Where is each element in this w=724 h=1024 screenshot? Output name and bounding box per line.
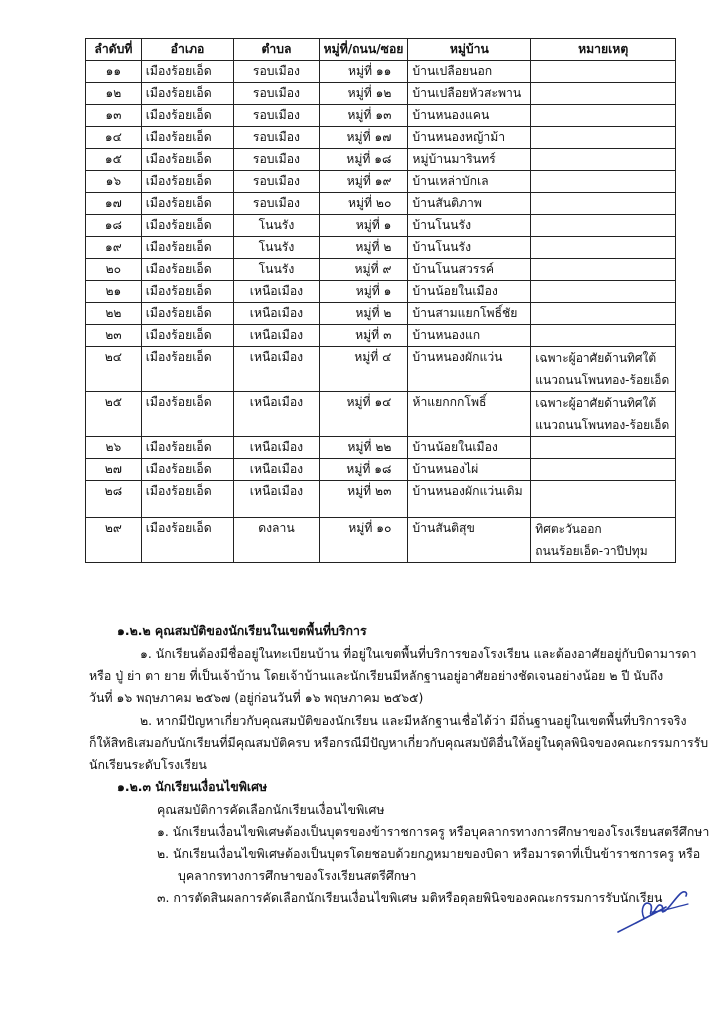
- row-district: เมืองร้อยเอ็ด: [141, 105, 234, 127]
- row-moo: หมู่ที่ ๑๗: [319, 127, 408, 149]
- row-note: [531, 237, 676, 259]
- row-note-line2: แนวถนนโพนทอง-ร้อยเอ็ด: [535, 373, 670, 387]
- row-no: ๒๐: [86, 259, 142, 281]
- table-row: [86, 83, 676, 105]
- table-header-row: [86, 39, 676, 61]
- row-district: เมืองร้อยเอ็ด: [141, 303, 234, 325]
- row-no: ๑๔: [86, 127, 142, 149]
- row-village: บ้านสันติสุข: [408, 518, 531, 563]
- table-row: [86, 61, 676, 83]
- row-district: เมืองร้อยเอ็ด: [141, 392, 234, 437]
- section-122-p2-line3: นักเรียนระดับโรงเรียน: [89, 757, 207, 772]
- section-122-p2-line2: ก็ให้สิทธิเสมอกับนักเรียนที่มีคุณสมบัติครบ หรือกรณีมีปัญหาเกี่ยวกับคุณสมบัติอื่นให้อยู่ในดุลพินิจของคณะกรรมการรับ: [89, 735, 709, 750]
- row-village: บ้านน้อยในเมือง: [408, 437, 531, 459]
- row-subdistrict: เหนือเมือง: [234, 325, 319, 347]
- row-village: บ้านหนองแคน: [408, 105, 531, 127]
- row-no: ๒๔: [86, 347, 142, 392]
- row-district: เมืองร้อยเอ็ด: [141, 518, 234, 563]
- row-subdistrict: โนนรัง: [234, 259, 319, 281]
- section-122-p1-line1: ๑. นักเรียนต้องมีชื่ออยู่ในทะเบียนบ้าน ที่อยู่ในเขตพื้นที่บริการของโรงเรียน และต้องอาศัยอยู่กับบิดามารดา: [140, 646, 697, 661]
- row-village: บ้านโนนรัง: [408, 215, 531, 237]
- row-subdistrict: เหนือเมือง: [234, 481, 319, 518]
- row-village: บ้านเปลือยหัวสะพาน: [408, 83, 531, 105]
- row-no: ๒๑: [86, 281, 142, 303]
- row-no: ๒๕: [86, 392, 142, 437]
- row-no: ๒๓: [86, 325, 142, 347]
- row-note: [531, 303, 676, 325]
- row-village: บ้านโนนรัง: [408, 237, 531, 259]
- row-note: [531, 325, 676, 347]
- row-district: เมืองร้อยเอ็ด: [141, 61, 234, 83]
- row-no: ๑๓: [86, 105, 142, 127]
- row-no: ๒๙: [86, 518, 142, 563]
- row-village: บ้านหนองหญ้าม้า: [408, 127, 531, 149]
- section-122-p1-line3: วันที่ ๑๖ พฤษภาคม ๒๕๖๗ (อยู่ก่อนวันที่ ๑๖ พฤษภาคม ๒๕๖๕): [89, 690, 424, 705]
- row-district: เมืองร้อยเอ็ด: [141, 281, 234, 303]
- row-subdistrict: เหนือเมือง: [234, 347, 319, 392]
- section-123-item3: ๓. การตัดสินผลการคัดเลือกนักเรียนเงื่อนไขพิเศษ มติหรือดุลยพินิจของคณะกรรมการรับนักเรียน: [157, 890, 663, 905]
- row-subdistrict: รอบเมือง: [234, 105, 319, 127]
- row-note: [531, 437, 676, 459]
- header-district: อำเภอ: [141, 39, 234, 61]
- row-moo: หมู่ที่ ๒๒: [319, 437, 408, 459]
- row-village: บ้านหนองไผ่: [408, 459, 531, 481]
- table-row: [86, 105, 676, 127]
- row-district: เมืองร้อยเอ็ด: [141, 459, 234, 481]
- table-row: [86, 259, 676, 281]
- section-122-p1-line2: หรือ ปู่ ย่า ตา ยาย ที่เป็นเจ้าบ้าน โดยเจ้าบ้านและนักเรียนมีหลักฐานอยู่อาศัยอย่างชัดเจนอย่างน้อย ๒ ปี นับถึง: [89, 668, 664, 683]
- row-district: เมืองร้อยเอ็ด: [141, 237, 234, 259]
- row-village: บ้านหนองผักแว่น: [408, 347, 531, 392]
- row-village: บ้านสามแยกโพธิ์ชัย: [408, 303, 531, 325]
- row-village: บ้านหนองแก: [408, 325, 531, 347]
- row-village: บ้านเปลือยนอก: [408, 61, 531, 83]
- row-subdistrict: รอบเมือง: [234, 127, 319, 149]
- row-subdistrict: เหนือเมือง: [234, 392, 319, 437]
- table-row: [86, 518, 676, 563]
- row-moo: หมู่ที่ ๒: [319, 303, 408, 325]
- table-row: [86, 149, 676, 171]
- row-no: ๒๘: [86, 481, 142, 518]
- row-subdistrict: เหนือเมือง: [234, 281, 319, 303]
- table-row: [86, 325, 676, 347]
- row-village: บ้านเหล่าบักเล: [408, 171, 531, 193]
- row-note-line1: เฉพาะผู้อาศัยด้านทิศใต้: [535, 351, 657, 365]
- row-no: ๒๗: [86, 459, 142, 481]
- row-note: [531, 105, 676, 127]
- section-123-item2-line2: บุคลากรทางการศึกษาของโรงเรียนสตรีศึกษา: [178, 868, 417, 883]
- row-village: บ้านน้อยในเมือง: [408, 281, 531, 303]
- row-note: [531, 215, 676, 237]
- service-area-table: [85, 38, 676, 563]
- row-note: [531, 61, 676, 83]
- row-subdistrict: รอบเมือง: [234, 61, 319, 83]
- row-village: หมู่บ้านมารินทร์: [408, 149, 531, 171]
- row-subdistrict: เหนือเมือง: [234, 459, 319, 481]
- handwritten-signature: [614, 880, 692, 940]
- row-note: [531, 347, 676, 392]
- row-note-line1: เฉพาะผู้อาศัยด้านทิศใต้: [535, 396, 657, 410]
- row-no: ๒๖: [86, 437, 142, 459]
- row-moo: หมู่ที่ ๑๘: [319, 459, 408, 481]
- row-no: ๑๖: [86, 171, 142, 193]
- row-village: บ้านสันติภาพ: [408, 193, 531, 215]
- row-moo: หมู่ที่ ๑๐: [319, 518, 408, 563]
- table-row: [86, 392, 676, 437]
- row-district: เมืองร้อยเอ็ด: [141, 215, 234, 237]
- row-no: ๑๙: [86, 237, 142, 259]
- row-subdistrict: เหนือเมือง: [234, 437, 319, 459]
- row-note: [531, 459, 676, 481]
- section-123-item1: ๑. นักเรียนเงื่อนไขพิเศษต้องเป็นบุตรของข้าราชการครู หรือบุคลากรทางการศึกษาของโรงเรียนสตรีศึกษา: [157, 824, 710, 839]
- row-moo: หมู่ที่ ๒๐: [319, 193, 408, 215]
- row-note: [531, 281, 676, 303]
- table-row: [86, 281, 676, 303]
- row-moo: หมู่ที่ ๓: [319, 325, 408, 347]
- header-village: หมู่บ้าน: [408, 39, 531, 61]
- row-district: เมืองร้อยเอ็ด: [141, 481, 234, 518]
- row-moo: หมู่ที่ ๔: [319, 347, 408, 392]
- section-122-p2-line1: ๒. หากมีปัญหาเกี่ยวกับคุณสมบัติของนักเรียน และมีหลักฐานเชื่อได้ว่า มีถิ่นฐานอยู่ในเขตพื้นที่บริการจริง: [140, 713, 687, 728]
- row-district: เมืองร้อยเอ็ด: [141, 193, 234, 215]
- row-moo: หมู่ที่ ๒๓: [319, 481, 408, 518]
- row-moo: หมู่ที่ ๙: [319, 259, 408, 281]
- row-subdistrict: รอบเมือง: [234, 149, 319, 171]
- table-row: [86, 437, 676, 459]
- row-note: [531, 193, 676, 215]
- row-subdistrict: รอบเมือง: [234, 193, 319, 215]
- row-village: บ้านหนองผักแว่นเดิม: [408, 481, 531, 518]
- row-subdistrict: รอบเมือง: [234, 83, 319, 105]
- row-district: เมืองร้อยเอ็ด: [141, 325, 234, 347]
- section-123-subheading: คุณสมบัติการคัดเลือกนักเรียนเงื่อนไขพิเศษ: [157, 802, 385, 817]
- row-note: [531, 392, 676, 437]
- row-moo: หมู่ที่ ๑: [319, 281, 408, 303]
- table-row: [86, 215, 676, 237]
- section-123-heading: ๑.๒.๓ นักเรียนเงื่อนไขพิเศษ: [117, 779, 268, 794]
- row-moo: หมู่ที่ ๑: [319, 215, 408, 237]
- row-note-line2: แนวถนนโพนทอง-ร้อยเอ็ด: [535, 418, 670, 432]
- section-122-heading: ๑.๒.๒ คุณสมบัติของนักเรียนในเขตพื้นที่บริการ: [117, 623, 367, 638]
- row-note: [531, 149, 676, 171]
- table-row: [86, 303, 676, 325]
- row-subdistrict: โนนรัง: [234, 215, 319, 237]
- row-moo: หมู่ที่ ๑๙: [319, 171, 408, 193]
- row-moo: หมู่ที่ ๑๘: [319, 149, 408, 171]
- row-note: [531, 481, 676, 518]
- section-123-item2-line1: ๒. นักเรียนเงื่อนไขพิเศษต้องเป็นบุตรโดยชอบด้วยกฎหมายของบิดา หรือมารดาที่เป็นข้าราชการครู หรือ: [157, 846, 701, 861]
- row-subdistrict: รอบเมือง: [234, 171, 319, 193]
- row-note: [531, 127, 676, 149]
- row-district: เมืองร้อยเอ็ด: [141, 259, 234, 281]
- row-district: เมืองร้อยเอ็ด: [141, 127, 234, 149]
- row-note: [531, 259, 676, 281]
- row-note: [531, 171, 676, 193]
- table-row: [86, 347, 676, 392]
- table-row: [86, 459, 676, 481]
- row-note-line2: ถนนร้อยเอ็ด-วาปีปทุม: [535, 544, 648, 558]
- header-moo: หมู่ที่/ถนน/ซอย: [319, 39, 408, 61]
- table-row: [86, 237, 676, 259]
- row-district: เมืองร้อยเอ็ด: [141, 171, 234, 193]
- row-no: ๑๘: [86, 215, 142, 237]
- row-note: [531, 83, 676, 105]
- row-moo: หมู่ที่ ๑๒: [319, 83, 408, 105]
- row-no: ๑๑: [86, 61, 142, 83]
- row-moo: หมู่ที่ ๑๓: [319, 105, 408, 127]
- row-no: ๑๕: [86, 149, 142, 171]
- table-row: [86, 193, 676, 215]
- row-no: ๑๗: [86, 193, 142, 215]
- header-no: ลำดับที่: [86, 39, 142, 61]
- row-moo: หมู่ที่ ๑๔: [319, 392, 408, 437]
- row-no: ๒๒: [86, 303, 142, 325]
- row-note: [531, 518, 676, 563]
- row-subdistrict: ดงลาน: [234, 518, 319, 563]
- header-subdistrict: ตำบล: [234, 39, 319, 61]
- row-district: เมืองร้อยเอ็ด: [141, 149, 234, 171]
- row-subdistrict: เหนือเมือง: [234, 303, 319, 325]
- table-row: [86, 171, 676, 193]
- row-village: บ้านโนนสวรรค์: [408, 259, 531, 281]
- table-row: [86, 127, 676, 149]
- row-village: ห้าแยกกกโพธิ์: [408, 392, 531, 437]
- row-no: ๑๒: [86, 83, 142, 105]
- row-district: เมืองร้อยเอ็ด: [141, 437, 234, 459]
- table-row: [86, 481, 676, 518]
- row-district: เมืองร้อยเอ็ด: [141, 83, 234, 105]
- row-moo: หมู่ที่ ๒: [319, 237, 408, 259]
- row-district: เมืองร้อยเอ็ด: [141, 347, 234, 392]
- row-subdistrict: โนนรัง: [234, 237, 319, 259]
- row-moo: หมู่ที่ ๑๑: [319, 61, 408, 83]
- header-note: หมายเหตุ: [531, 39, 676, 61]
- row-note-line1: ทิศตะวันออก: [535, 522, 602, 536]
